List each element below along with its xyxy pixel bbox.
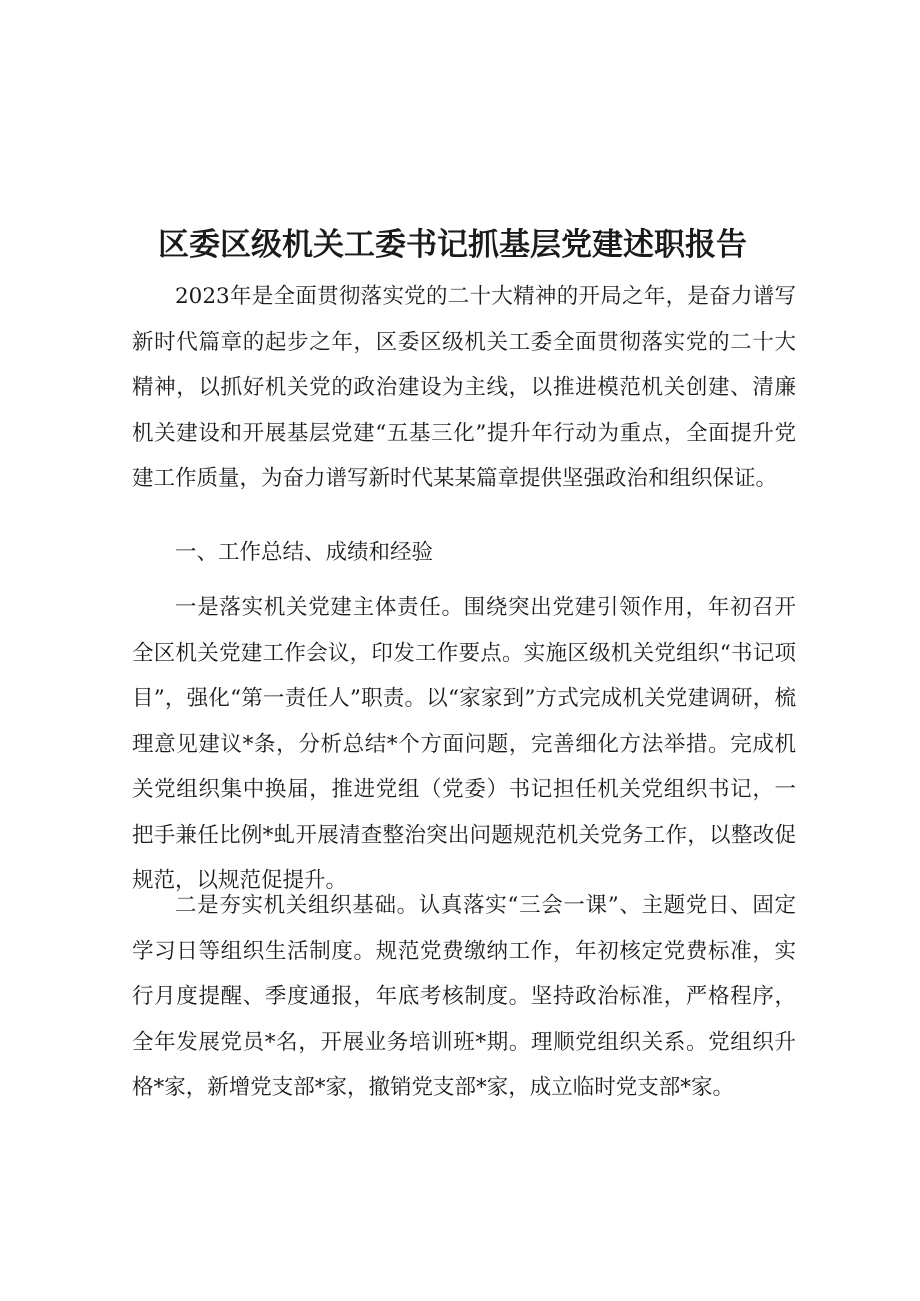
document-title: 区委区级机关工委书记抓基层党建述职报告: [158, 227, 747, 263]
paragraph-block-2: [132, 883, 796, 1111]
intro-paragraph-block: [132, 274, 796, 502]
section-heading-block: [132, 530, 796, 576]
paragraph-foundation: 二是夯实机关组织基础。认真落实“三会一课”、主题党日、固定学习日等组织生活制度。规范党费缴纳工作，年初核定党费标准，实行月度提醒、季度通报，年底考核制度。坚持政治标准，严格程序，全年发展党员*名，开展业务培训班*期。理顺党组织关系。党组织升格*家，新增党支部*家，撤销党支部*家，成立临时党支部*家。: [132, 893, 796, 1100]
section-heading: 一、工作总结、成绩和经验: [175, 540, 434, 565]
paragraph-responsibility: 一是落实机关党建主体责任。围绕突出党建引领作用，年初召开全区机关党建工作会议，印发工作要点。实施区级机关党组织“书记项目”，强化“第一责任人”职责。以“家家到”方式完成机关党建调研，梳理意见建议*条，分析总结*个方面问题，完善细化方法举措。完成机关党组织集中换届，推进党组（党委）书记担任机关党组织书记，一把手兼任比例*虬开展清查整治突出问题规范机关党务工作，以整改促规范，以规范促提升。: [132, 595, 796, 893]
paragraph-block-1: [132, 585, 796, 904]
intro-paragraph: 2023年是全面贯彻落实党的二十大精神的开局之年，是奋力谱写新时代篇章的起步之年，区委区级机关工委全面贯彻落实党的二十大精神，以抓好机关党的政治建设为主线，以推进模范机关创建、清廉机关建设和开展基层党建“五基三化”提升年行动为重点，全面提升党建工作质量，为奋力谱写新时代某某篇章提供坚强政治和组织保证。: [132, 284, 796, 491]
